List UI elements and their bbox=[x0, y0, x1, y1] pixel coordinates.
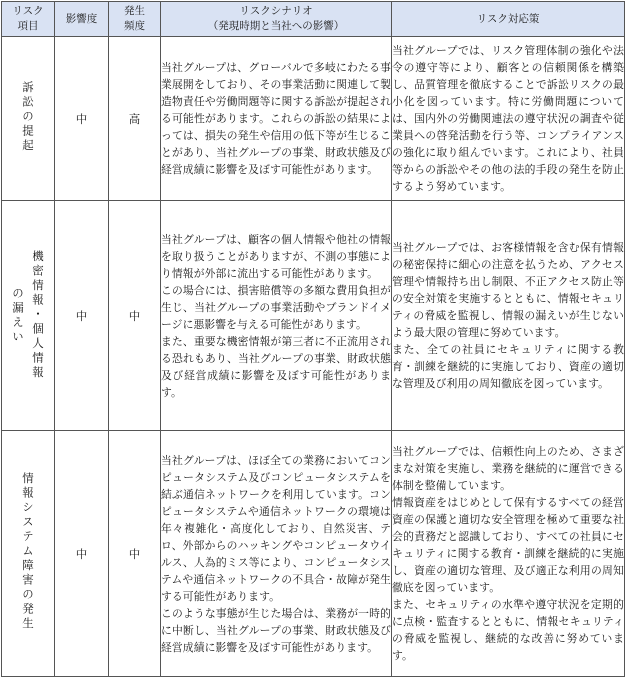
scenario-cell bbox=[161, 201, 392, 431]
measures-paragraph: また、全ての社員にセキュリティに関する教育・訓練を継続的に実施しており、資産の適切な管理及び利用の周知徹底を図っています。 bbox=[392, 343, 624, 390]
measures-cell bbox=[392, 201, 625, 431]
impact-cell: 中 bbox=[55, 201, 109, 431]
header-risk-scenario: リスクシナリオ （発現時期と当社への影響） bbox=[161, 2, 392, 37]
scenario-paragraph: 当社グループは、ほぼ全ての業務においてコンピュータシステム及びコンピュータシステムを結ぶ通信ネットワークを利用しています。コンピュータシステムや通信ネットワークの環境は年々複雑化・高度化しており、自然災害、テロ、外部からのハッキングやコンピュータウイルス、人為的ミス等により、コンピュータシステムや通信ネットワークの不具合・故障が発生する可能性があります。 bbox=[161, 453, 391, 603]
risk-item-label-col1: 機密情報・個人情報 bbox=[31, 250, 45, 381]
measures-paragraph: 当社グループでは、信頼性向上のため、さまざまな対策を実施し、業務を継続的に運営できる体制を整備しています。 bbox=[392, 445, 624, 492]
header-impact: 影響度 bbox=[55, 2, 109, 37]
risk-item-label bbox=[2, 250, 54, 381]
table-row bbox=[2, 37, 625, 201]
scenario-paragraph: 当社グループは、顧客の個人情報や他社の情報を取り扱うことがありますが、不測の事態により情報が外部に流出する可能性があります。 bbox=[161, 232, 391, 280]
frequency-cell: 中 bbox=[109, 431, 161, 677]
risk-item-cell bbox=[2, 37, 55, 201]
risk-table bbox=[1, 1, 625, 677]
measures-paragraph: また、セキュリティの水準や遵守状況を定期的に点検・監査するとともに、情報セキュリティの脅威を監視し、継続的な改善に努めています。 bbox=[392, 598, 624, 662]
table-row bbox=[2, 201, 625, 431]
header-frequency: 発生 頻度 bbox=[109, 2, 161, 37]
measures-cell bbox=[392, 431, 625, 677]
measures-cell bbox=[392, 37, 625, 201]
scenario-paragraph: この場合には、損害賠償等の多額な費用負担が生じ、当社グループの事業活動やブランドイメージに悪影響を与える可能性があります。 bbox=[161, 283, 391, 331]
measures-paragraph: 当社グループでは、リスク管理体制の強化や法令の遵守等により、顧客との信頼関係を構築し、品質管理を徹底することで訴訟リスクの最小化を図っています。特に労働問題については、国内外の労働関連法の遵守状況の調査や従業員への啓発活動を行う等、コンプライアンスの強化に取り組んでいます。これにより、社員等からの訴訟やその他の法的手段の発生を防止するよう努めています。 bbox=[392, 44, 624, 193]
frequency-cell: 中 bbox=[109, 201, 161, 431]
scenario-paragraph: 当社グループは、グローバルで多岐にわたる事業展開をしており、その事業活動に関連して製造物責任や労働問題等に関する訴訟が提起される可能性があります。これらの訴訟の結果によっては、損失の発生や信用の低下等が生じることがあり、当社グループの事業、財政状態及び経営成績に影響を及ぼす可能性があります。 bbox=[161, 61, 391, 176]
measures-paragraph: 当社グループでは、お客様情報を含む保有情報の秘密保持に細心の注意を払うため、アクセス管理や情報持ち出し制限、不正アクセス防止等の安全対策を実施するとともに、情報セキュリティの脅威を監視し、情報の漏えいが生じないよう最大限の管理に努めています。 bbox=[392, 241, 624, 339]
measures-paragraph: 情報資産をはじめとして保有するすべての経営資産の保護と適切な安全管理を極めて重要な社会的責務だと認識しており、すべての社員にセキュリティに関する教育・訓練を継続的に実施し、資産の適切な管理、及び適正な利用の周知徹底を図っています。 bbox=[392, 496, 624, 594]
risk-item-label: 情報システム障害の発生 bbox=[21, 472, 35, 632]
risk-item-cell bbox=[2, 431, 55, 677]
scenario-cell bbox=[161, 37, 392, 201]
scenario-paragraph: このような事態が生じた場合は、業務が一時的に中断し、当社グループの事業、財政状態及び経営成績に影響を及ぼす可能性があります。 bbox=[161, 606, 391, 654]
impact-cell: 中 bbox=[55, 37, 109, 201]
header-risk-measures: リスク対応策 bbox=[392, 2, 625, 37]
header-risk-item: リスク 項目 bbox=[2, 2, 55, 37]
scenario-cell bbox=[161, 431, 392, 677]
scenario-paragraph: また、重要な機密情報が第三者に不正流用される恐れもあり、当社グループの事業、財政状態及び経営成績に影響を及ぼす可能性があります。 bbox=[161, 334, 391, 399]
frequency-cell: 高 bbox=[109, 37, 161, 201]
table-row bbox=[2, 431, 625, 677]
risk-item-label-col2: の漏えい bbox=[11, 286, 25, 345]
risk-item-cell bbox=[2, 201, 55, 431]
risk-item-label: 訴訟の提起 bbox=[21, 80, 35, 154]
table-header-row bbox=[2, 2, 625, 37]
impact-cell: 中 bbox=[55, 431, 109, 677]
